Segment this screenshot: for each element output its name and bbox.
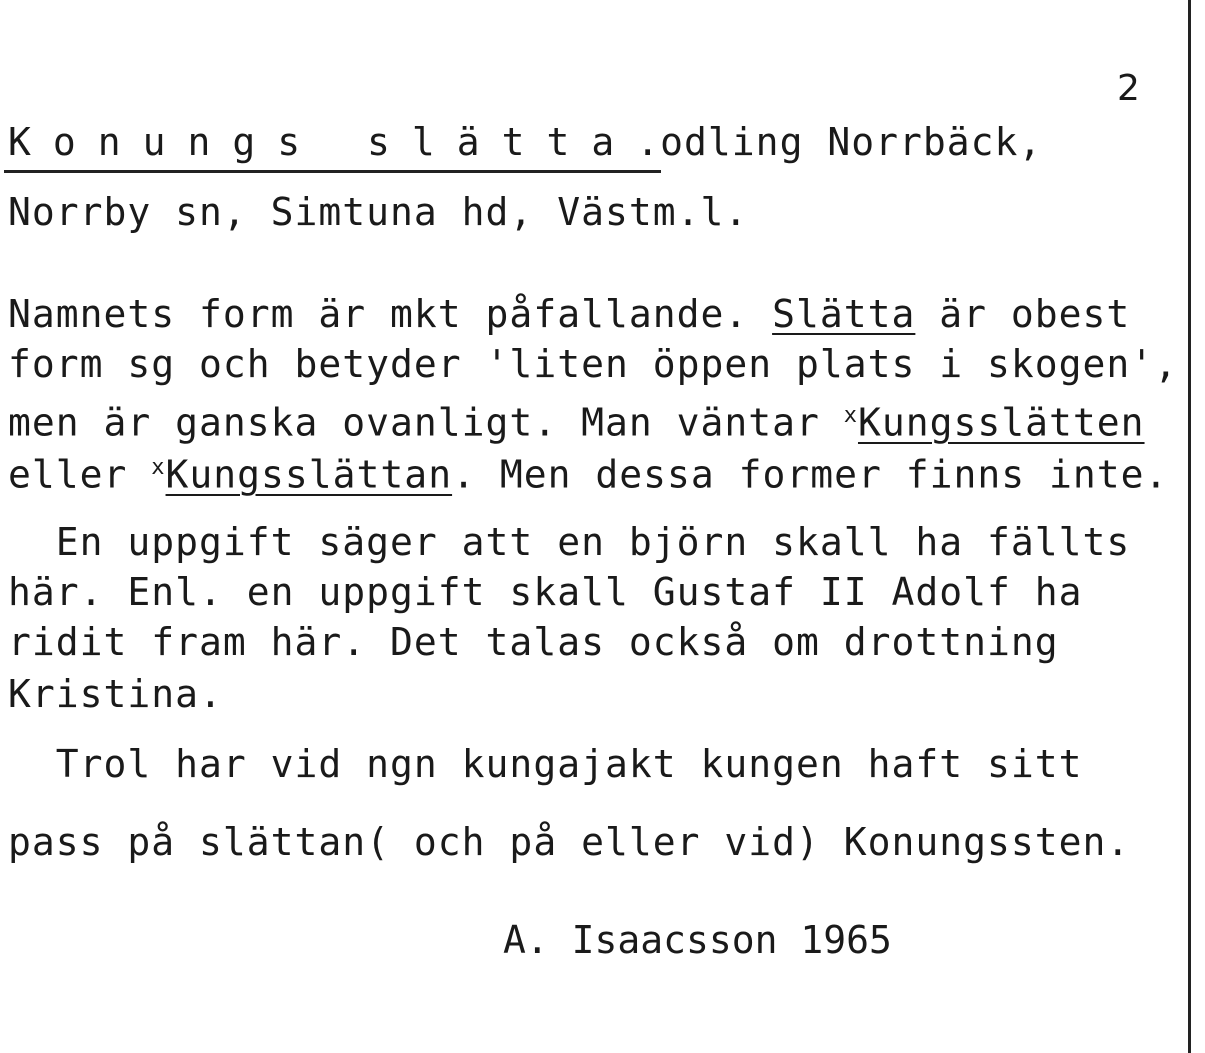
p1-line3-underlined: Kungsslätten <box>857 400 1145 445</box>
p1-line4-pre: eller <box>8 452 152 497</box>
page-edge-line <box>1188 0 1191 1053</box>
paragraph1-line4 <box>8 446 1168 497</box>
paragraph2-line4: Kristina. <box>8 672 223 716</box>
paragraph2-line1: En uppgift säger att en björn skall ha fällts <box>8 520 1131 564</box>
signature: A. Isaacsson 1965 <box>503 918 892 962</box>
paragraph2-line3: ridit fram här. Det talas också om drottning <box>8 620 1059 664</box>
p1-line1-pre: Namnets form är mkt påfallande. <box>8 292 773 336</box>
title-name: Konungs slätta <box>8 120 637 164</box>
paragraph3-line1: Trol har vid ngn kungajakt kungen haft sitt <box>8 742 1083 786</box>
paragraph3-line2: pass på slättan( och på eller vid) Konungssten. <box>8 820 1131 864</box>
p1-line3-marker: x <box>843 403 858 428</box>
paragraph1-line3 <box>8 394 1145 445</box>
page-number: 2 <box>1117 68 1140 109</box>
p1-line3-pre: men är ganska ovanligt. Man väntar <box>8 400 844 445</box>
p1-line4-post: . Men dessa former finns inte. <box>452 452 1169 497</box>
paragraph1-line1 <box>8 292 1130 336</box>
title-underline <box>4 170 661 173</box>
title-rest: .odling Norrbäck, <box>636 120 1043 164</box>
p1-line1-post: är obest <box>915 292 1131 336</box>
p1-line4-marker: x <box>151 455 166 480</box>
p1-line1-underlined: Slätta <box>772 292 916 336</box>
title-line <box>8 120 1042 164</box>
paragraph1-line2: form sg och betyder 'liten öppen plats i skogen', <box>8 342 1179 386</box>
p1-line4-underlined: Kungsslättan <box>165 452 453 497</box>
paragraph2-line2: här. Enl. en uppgift skall Gustaf II Adolf ha <box>8 570 1083 614</box>
location-line: Norrby sn, Simtuna hd, Västm.l. <box>8 190 749 234</box>
